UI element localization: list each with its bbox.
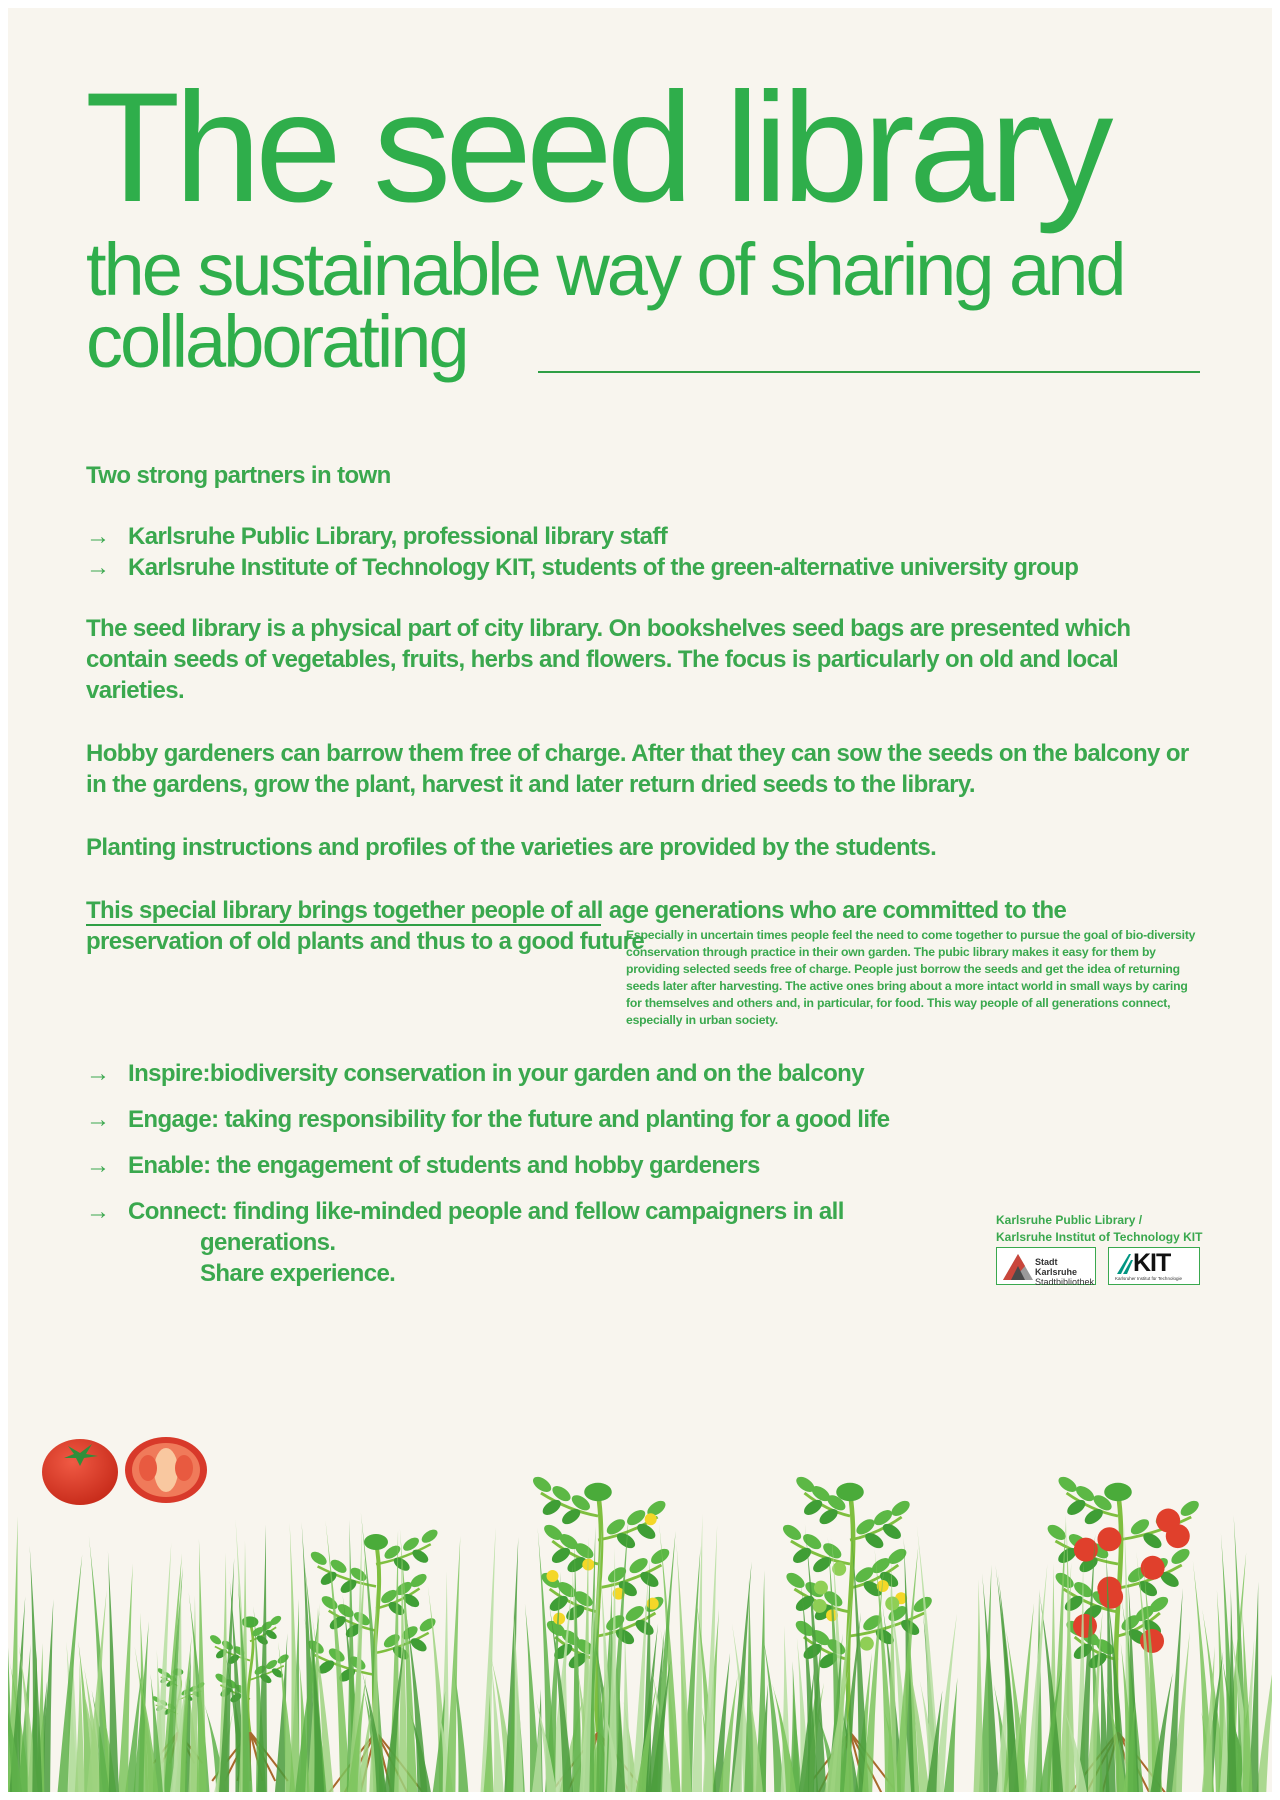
logo-text: Stadt Karlsruhe <box>1035 1257 1078 1277</box>
grass-blade <box>676 1543 691 1792</box>
tomato-fruit-icon <box>1141 1556 1165 1580</box>
paragraph-instructions: Planting instructions and profiles of the varieties are provided by the students. <box>86 834 937 861</box>
goal-text: Engage: taking responsibility for the future and planting for a good life <box>128 1106 890 1133</box>
arrow-right-icon: → <box>86 554 110 581</box>
poster-subtitle: the sustainable way of sharing and collaborating <box>86 228 1124 383</box>
kit-logo <box>1108 1247 1200 1285</box>
whole-tomato-icon <box>42 1439 118 1505</box>
goal-item <box>86 1196 946 1227</box>
grass-blade <box>1026 1564 1048 1792</box>
title-rule <box>538 371 1200 373</box>
intro-section <box>86 460 1206 957</box>
grass-blade <box>108 1551 119 1792</box>
credit <box>996 1212 1202 1246</box>
goal-item <box>86 1104 946 1135</box>
flower-icon <box>645 1513 657 1525</box>
paragraph-about: The seed library is a physical part of city library. On bookshelves seed bags are presented which contain seeds of vegetables, fruits, herbs and flowers. The focus is particularly on old and local varieties. <box>86 615 1131 704</box>
goal-text: Enable: the engagement of students and hobby gardeners <box>128 1152 760 1179</box>
arrow-right-icon: → <box>86 523 110 550</box>
arrow-right-icon: → <box>86 1106 110 1133</box>
goal-item <box>86 1058 946 1089</box>
arrow-right-icon: → <box>86 1198 110 1225</box>
green-tomato-icon <box>813 1599 827 1613</box>
poster-title: The seed library <box>85 61 1108 235</box>
credit-line: Karlsruhe Institut of Technology KIT <box>996 1230 1203 1244</box>
green-tomato-icon <box>860 1637 874 1651</box>
grass-blade <box>974 1579 984 1792</box>
flower-icon <box>546 1570 558 1582</box>
goal-item <box>86 1150 946 1181</box>
arrow-right-icon: → <box>86 1152 110 1179</box>
grass-blade <box>1256 1627 1272 1792</box>
grass-blade <box>744 1580 754 1792</box>
partner-text: Karlsruhe Public Library, professional library staff <box>128 523 668 550</box>
logo-text: Stadtbibliothek <box>1035 1277 1095 1287</box>
goals-list <box>86 1058 946 1289</box>
flower-icon <box>647 1598 659 1610</box>
poster <box>8 8 1272 1792</box>
arrow-right-icon: → <box>86 1060 110 1087</box>
partner-item <box>86 521 1206 552</box>
credit-line: Karlsruhe Public Library / <box>996 1213 1143 1227</box>
tomato-fruit-icon <box>1073 1614 1097 1638</box>
tomato-fruit-icon <box>1099 1585 1123 1609</box>
paragraph-borrow: Hobby gardeners can barrow them free of charge. After that they can sow the seeds on the balcony or in the gardens, grow the plant, harvest it and later return dried seeds to the library. <box>86 740 1189 798</box>
flower-icon <box>553 1613 565 1625</box>
grass-blade <box>197 1539 207 1792</box>
sliced-tomato-icon <box>125 1437 207 1503</box>
grass-blade <box>862 1568 884 1792</box>
partner-text: Karlsruhe Institute of Technology KIT, students of the green-alternative university group <box>128 554 1079 581</box>
partners-heading: Two strong partners in town <box>86 462 391 489</box>
goal-text: Connect: finding like-minded people and fellow campaigners in all <box>128 1198 844 1225</box>
paragraph-generations: This special library brings together people of all age generations who are committed to the preservation of old plants and thus to a good future <box>86 897 1067 955</box>
goal-text: Inspire:biodiversity conservation in your garden and on the balcony <box>128 1060 864 1087</box>
goal-continuation: Share experience. <box>200 1260 396 1287</box>
section-rule <box>86 924 601 926</box>
aside-text: Especially in uncertain times people feel the need to come together to pursue the goal of bio-diversity conservation through practice in their own garden. The pubic library makes it easy for them by providing selected seeds free of charge. People just borrow the seeds and get the idea of returning seeds later after harvesting. The active ones bring about a more intact world in small ways by caring for themselves and others and, in particular, for food. This way people of all generations connect, especially in urban society. <box>626 928 1196 1027</box>
plants-illustration <box>8 1398 1272 1792</box>
tomato-fruit-icon <box>1166 1524 1190 1548</box>
goal-continuation: generations. <box>200 1229 336 1256</box>
partner-item <box>86 552 1206 583</box>
logo-text: Karlsruher Institut für Technologie <box>1115 1276 1182 1281</box>
triangle-logo-icon <box>1001 1252 1035 1282</box>
logo-text: KIT <box>1133 1249 1171 1277</box>
tomato-fruit-icon <box>1097 1527 1121 1551</box>
stadtbibliothek-logo <box>996 1247 1096 1285</box>
green-tomato-icon <box>814 1581 828 1595</box>
